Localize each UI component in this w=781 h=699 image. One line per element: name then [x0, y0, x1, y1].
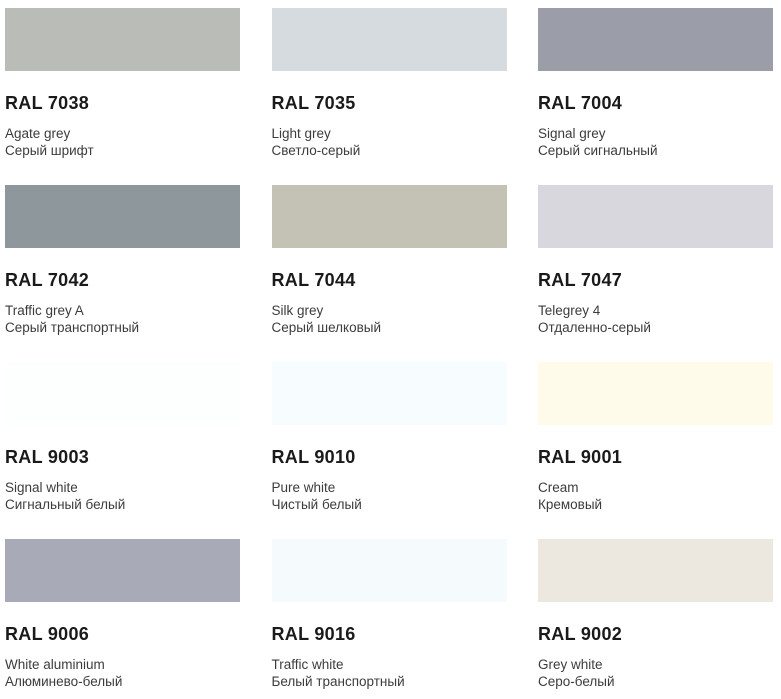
color-name-ru: Алюминево-белый: [5, 674, 123, 689]
color-swatch: [5, 362, 240, 425]
color-swatch: [5, 539, 240, 602]
color-name-ru: Белый транспортный: [271, 674, 405, 689]
color-card-ral-7038: [5, 8, 240, 185]
color-card-ral-9010: [272, 362, 507, 539]
color-card-ral-9003: [5, 362, 240, 539]
color-name-en: Traffic grey A: [5, 303, 84, 318]
color-name-ru: Серо-белый: [538, 674, 615, 689]
color-name-ru: Серый сигнальный: [538, 143, 658, 158]
ral-code: RAL 9006: [5, 624, 90, 644]
color-swatch: [538, 362, 773, 425]
ral-code: RAL 9002: [538, 624, 623, 644]
color-swatch: [272, 185, 507, 248]
ral-code: RAL 7038: [5, 93, 90, 113]
color-name-en: Cream: [538, 480, 579, 495]
color-swatch: [538, 539, 773, 602]
ral-code: RAL 7044: [271, 270, 356, 290]
color-card-ral-9001: [538, 362, 773, 539]
color-swatch: [5, 8, 240, 71]
ral-code: RAL 9010: [271, 447, 356, 467]
color-name-en: Agate grey: [5, 126, 71, 141]
color-name-en: Grey white: [538, 657, 603, 672]
color-name-en: Traffic white: [271, 657, 344, 672]
ral-code: RAL 9003: [5, 447, 90, 467]
ral-code: RAL 7004: [538, 93, 623, 113]
color-card-ral-7035: [272, 8, 507, 185]
color-swatch: [5, 185, 240, 248]
color-card-ral-7004: [538, 8, 773, 185]
color-name-ru: Чистый белый: [271, 497, 362, 512]
color-name-en: Signal white: [5, 480, 78, 495]
color-name-en: Silk grey: [271, 303, 324, 318]
color-name-en: Pure white: [271, 480, 336, 495]
color-card-ral-7047: [538, 185, 773, 362]
ral-code: RAL 7047: [538, 270, 623, 290]
color-name-ru: Отдаленно-серый: [538, 320, 651, 335]
color-name-ru: Серый транспортный: [5, 320, 140, 335]
color-card-ral-7044: [272, 185, 507, 362]
color-name-en: Light grey: [271, 126, 331, 141]
color-name-en: Signal grey: [538, 126, 606, 141]
color-name-ru: Серый шелковый: [271, 320, 382, 335]
color-name-ru: Кремовый: [538, 497, 603, 512]
ral-code: RAL 9001: [538, 447, 623, 467]
color-card-ral-9002: [538, 539, 773, 699]
color-name-en: White aluminium: [5, 657, 105, 672]
ral-code: RAL 7035: [271, 93, 356, 113]
color-swatch: [272, 539, 507, 602]
color-card-ral-9006: [5, 539, 240, 699]
color-card-ral-7042: [5, 185, 240, 362]
ral-code: RAL 7042: [5, 270, 90, 290]
color-swatch: [538, 185, 773, 248]
color-name-ru: Сигнальный белый: [5, 497, 126, 512]
color-card-ral-9016: [272, 539, 507, 699]
color-swatch: [538, 8, 773, 71]
color-name-en: Telegrey 4: [538, 303, 601, 318]
color-swatch: [272, 8, 507, 71]
color-name-ru: Светло-серый: [271, 143, 361, 158]
color-name-ru: Серый шрифт: [5, 143, 94, 158]
color-swatch: [272, 362, 507, 425]
ral-code: RAL 9016: [271, 624, 356, 644]
